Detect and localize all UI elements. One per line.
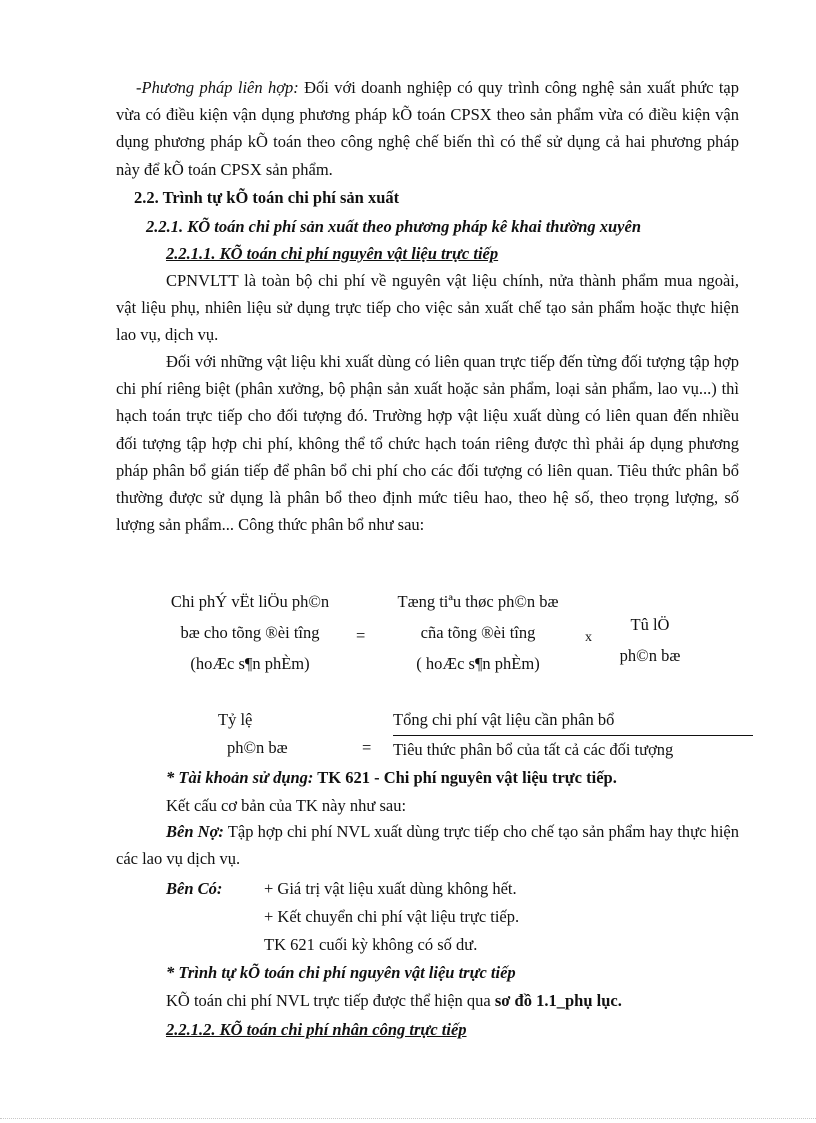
formula2-left-line2: ph©n bæ	[227, 738, 288, 757]
procedure-heading: * Trình tự kÕ toán chi phí nguyên vật liệu trực tiếp	[166, 963, 516, 982]
paragraph-ben-no	[116, 818, 739, 872]
formula2-denominator: Tiêu thức phân bổ của tất cả các đối tượng	[393, 740, 674, 759]
account-text: TK 621 - Chi phí nguyên vật liệu trực tiếp.	[313, 768, 617, 787]
formula2-numerator: Tổng chi phí vật liệu cần phân bổ	[393, 710, 615, 729]
formula1-mid-line2: cña tõng ®èi tîng	[420, 623, 536, 642]
formula1-times: x	[585, 630, 592, 645]
paragraph-allocation: Đối với những vật liệu khi xuất dùng có liên quan trực tiếp đến từng đối tượng tập hợp chi phí riêng biệt (phân xưởng, bộ phận sản xuất hoặc sản phẩm, loại sản phẩm, lao vụ...) thì hạch toán trực tiếp cho đối tượng đó. Trường hợp vật liệu xuất dùng có liên quan đến nhiều đối tượng tập hợp chi phí, không thể tổ chức hạch toán riêng được thì phải áp dụng phương pháp phân bổ gián tiếp để phân bổ chi phí cho các đối tượng có liên quan. Tiêu thức phân bổ thường được sử dụng là phân bổ theo định mức tiêu hao, theo hệ số, theo trọng lượng, số lượng sản phẩm... Công thức phân bổ như sau:	[116, 352, 739, 535]
procedure-line	[166, 990, 622, 1012]
account-label: * Tài khoản sử dụng:	[166, 768, 314, 787]
fraction-bar	[393, 735, 753, 736]
paragraph-cpnvltt: CPNVLTT là toàn bộ chi phí về nguyên vật liệu chính, nửa thành phẩm mua ngoài, vật liệu phụ, nhiên liệu sử dụng trực tiếp cho việc sản xuất chế tạo sản phẩm hoặc thực hiện lao vụ, dịch vụ.	[116, 271, 739, 345]
ben-no-label: Bên Nợ:	[166, 822, 224, 841]
formula1-equals: =	[356, 626, 366, 645]
formula2-left-line1: Tỷ lệ	[218, 710, 253, 729]
footer-dotted-line	[0, 1118, 816, 1119]
heading-2-2: 2.2. Trình tự kÕ toán chi phí sản xuất	[134, 188, 400, 207]
hybrid-method-text: Đối với doanh nghiệp có quy trình công nghệ sản xuất phức tạp vừa có điều kiện vận dụng phương pháp kÕ toán CPSX theo sản phẩm vừa có điều kiện vận dụng phương pháp kÕ toán theo công nghệ chế biến thì có thể sử dụng cả hai phương pháp này để kÕ toán CPSX sản phẩm.	[116, 78, 739, 179]
formula1-right-line1: Tû lÖ	[630, 615, 670, 634]
heading-2-2-1-2: 2.2.1.2. KÕ toán chi phí nhân công trực tiếp	[166, 1020, 467, 1039]
formula1-mid-line1: Tæng tiªu thøc ph©n bæ	[397, 592, 559, 611]
formula1-left-line1: Chi phÝ vËt liÖu ph©n	[170, 592, 330, 611]
ben-co-label: Bên Có:	[166, 879, 223, 898]
formula1-left-line2: bæ cho tõng ®èi tîng	[180, 623, 320, 642]
hybrid-method-label: -Phương pháp liên hợp:	[136, 78, 299, 97]
procedure-text: KÕ toán chi phí NVL trực tiếp được thể hiện qua	[166, 991, 495, 1010]
heading-2-2-1-1: 2.2.1.1. KÕ toán chi phí nguyên vật liệu trực tiếp	[166, 244, 499, 263]
formula1-left-line3: (hoÆc s¶n phÈm)	[190, 654, 310, 673]
structure-line: Kết cấu cơ bản của TK này như sau:	[166, 796, 407, 815]
ben-co-item-2: + Kết chuyển chi phí vật liệu trực tiếp.	[264, 907, 520, 926]
ben-no-text: Tập hợp chi phí NVL xuất dùng trực tiếp cho chế tạo sản phẩm hay thực hiện các lao vụ dịch vụ.	[116, 822, 739, 869]
ben-co-item-1: + Giá trị vật liệu xuất dùng không hết.	[264, 879, 517, 898]
account-used-line	[166, 767, 617, 789]
diagram-reference: sơ đồ 1.1_phụ lục.	[494, 991, 622, 1010]
formula1-mid-line3: ( hoÆc s¶n phÈm)	[416, 654, 540, 673]
formula2-equals: =	[362, 738, 372, 757]
paragraph-hybrid-method	[116, 74, 739, 183]
ben-co-item-3: TK 621 cuối kỳ không có số dư.	[264, 935, 478, 954]
heading-2-2-1: 2.2.1. KÕ toán chi phí sản xuất theo phương pháp kê khai thường xuyên	[146, 217, 641, 236]
formula1-right-line2: ph©n bæ	[619, 646, 681, 665]
